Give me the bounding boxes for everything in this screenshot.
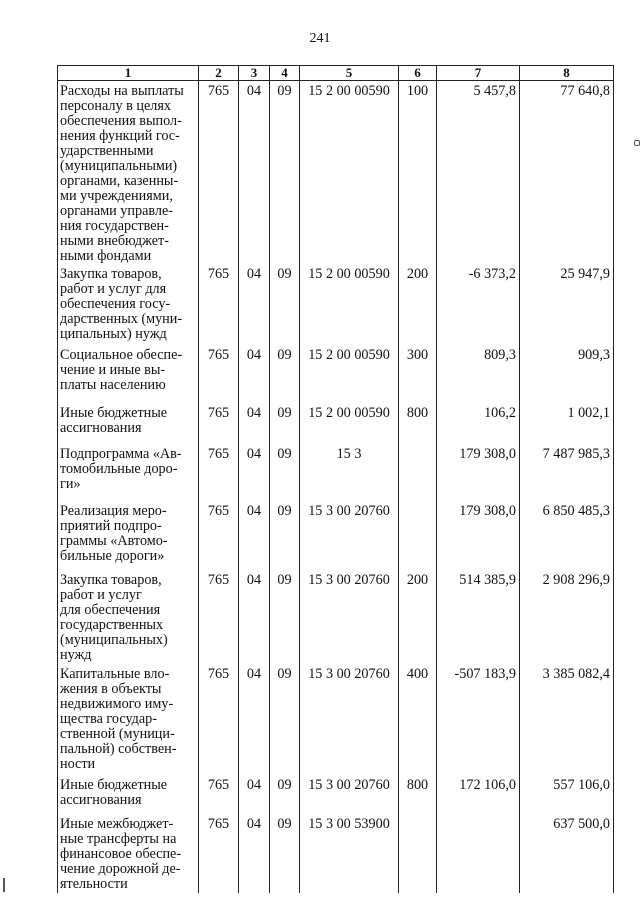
expense-name-cell <box>58 501 199 570</box>
expense-name-cell <box>58 570 199 664</box>
expense-name-cell <box>58 345 199 403</box>
expense-name-line: Закупка товаров, <box>60 266 162 282</box>
section-code-cell: 04 <box>239 81 270 265</box>
ministry-code-cell: 765 <box>199 444 239 501</box>
ministry-code-cell: 765 <box>199 814 239 893</box>
target-article-cell: 15 2 00 00590 <box>300 403 399 444</box>
expense-name-line: ми учреждениями, <box>60 188 173 204</box>
total-amount-cell: 3 385 082,4 <box>520 664 614 775</box>
total-amount-cell: 7 487 985,3 <box>520 444 614 501</box>
subsection-code-cell: 09 <box>270 444 300 501</box>
expense-name-line: обеспечения госу- <box>60 296 171 312</box>
expense-name-cell <box>58 444 199 501</box>
subsection-code-cell: 09 <box>270 775 300 814</box>
expense-name-line: Закупка товаров, <box>60 572 162 588</box>
expense-name-line: ственной (муници- <box>60 726 175 742</box>
expense-type-cell: 300 <box>399 345 437 403</box>
subsection-code-cell: 09 <box>270 403 300 444</box>
table-row <box>58 570 614 664</box>
target-article-cell: 15 3 00 20760 <box>300 775 399 814</box>
expense-name-line: томобильные доро- <box>60 461 178 477</box>
change-amount-cell: 179 308,0 <box>437 501 520 570</box>
margin-mark <box>3 878 5 892</box>
expense-name-line: жения в объекты <box>60 681 162 697</box>
subsection-code-cell: 09 <box>270 814 300 893</box>
target-article-cell: 15 2 00 00590 <box>300 81 399 265</box>
change-amount-cell: 514 385,9 <box>437 570 520 664</box>
section-code-cell: 04 <box>239 403 270 444</box>
expense-type-cell <box>399 814 437 893</box>
expense-name-line: нужд <box>60 647 92 663</box>
ministry-code-cell: 765 <box>199 664 239 775</box>
expense-name-line: Иные бюджетные <box>60 777 168 793</box>
target-article-cell: 15 2 00 00590 <box>300 264 399 345</box>
expense-name-line: недвижимого иму- <box>60 696 174 712</box>
expense-name-line: чение дорожной де- <box>60 861 181 877</box>
expense-name-line: работ и услуг <box>60 587 142 603</box>
change-amount-cell: -6 373,2 <box>437 264 520 345</box>
expense-name-cell <box>58 403 199 444</box>
column-header: 3 <box>239 66 270 81</box>
table-row <box>58 814 614 893</box>
expense-type-cell: 200 <box>399 264 437 345</box>
ministry-code-cell: 765 <box>199 345 239 403</box>
expense-name-line: государственных <box>60 617 164 633</box>
page-number: 241 <box>309 31 331 46</box>
total-amount-cell: 2 908 296,9 <box>520 570 614 664</box>
expense-name-cell <box>58 664 199 775</box>
total-amount-cell: 6 850 485,3 <box>520 501 614 570</box>
expense-name-cell <box>58 775 199 814</box>
expense-name-line: Расходы на выплаты <box>60 83 184 99</box>
column-header: 6 <box>399 66 437 81</box>
column-header: 1 <box>58 66 199 81</box>
expense-name-line: ударственными <box>60 143 154 159</box>
margin-mark <box>634 140 640 146</box>
expense-name-line: чение и иные вы- <box>60 362 166 378</box>
expense-type-cell <box>399 501 437 570</box>
ministry-code-cell: 765 <box>199 403 239 444</box>
table-row <box>58 81 614 265</box>
expense-name-line: обеспечения выпол- <box>60 113 182 129</box>
expense-name-line: ятельности <box>60 876 128 892</box>
section-code-cell: 04 <box>239 264 270 345</box>
table-row <box>58 403 614 444</box>
expense-name-line: органами, казенны- <box>60 173 179 189</box>
target-article-cell: 15 3 00 20760 <box>300 664 399 775</box>
expense-name-line: (муниципальными) <box>60 158 178 174</box>
ministry-code-cell: 765 <box>199 501 239 570</box>
change-amount-cell: 172 106,0 <box>437 775 520 814</box>
expense-name-line: дарственных (муни- <box>60 311 183 327</box>
expense-name-line: платы населению <box>60 377 166 393</box>
expense-type-cell: 400 <box>399 664 437 775</box>
change-amount-cell: 106,2 <box>437 403 520 444</box>
target-article-cell: 15 3 00 20760 <box>300 570 399 664</box>
expense-name-line: работ и услуг для <box>60 281 167 297</box>
total-amount-cell: 1 002,1 <box>520 403 614 444</box>
expense-name-line: ными фондами <box>60 248 152 264</box>
expense-name-line: ности <box>60 756 96 772</box>
change-amount-cell: -507 183,9 <box>437 664 520 775</box>
expense-name-line: щества государ- <box>60 711 157 727</box>
expense-name-line: органами управле- <box>60 203 174 219</box>
header-row <box>58 66 614 81</box>
expense-name-line: бильные дороги» <box>60 548 165 564</box>
expense-name-line: Иные межбюджет- <box>60 816 174 832</box>
expense-type-cell: 200 <box>399 570 437 664</box>
target-article-cell: 15 3 00 53900 <box>300 814 399 893</box>
expense-name-line: пальной) собствен- <box>60 741 177 757</box>
section-code-cell: 04 <box>239 345 270 403</box>
expense-name-line: для обеспечения <box>60 602 161 618</box>
total-amount-cell: 25 947,9 <box>520 264 614 345</box>
section-code-cell: 04 <box>239 501 270 570</box>
total-amount-cell: 909,3 <box>520 345 614 403</box>
table-row <box>58 501 614 570</box>
expense-type-cell: 100 <box>399 81 437 265</box>
expense-name-line: ципальных) нужд <box>60 326 167 342</box>
table-row <box>58 664 614 775</box>
expense-name-line: нения функций гос- <box>60 128 180 144</box>
expense-name-line: Иные бюджетные <box>60 405 168 421</box>
section-code-cell: 04 <box>239 444 270 501</box>
section-code-cell: 04 <box>239 775 270 814</box>
ministry-code-cell: 765 <box>199 264 239 345</box>
expense-name-line: Реализация меро- <box>60 503 167 519</box>
budget-table <box>57 65 614 893</box>
column-header: 8 <box>520 66 614 81</box>
expense-name-line: ассигнования <box>60 792 142 808</box>
section-code-cell: 04 <box>239 664 270 775</box>
expense-name-line: ги» <box>60 476 81 492</box>
expense-type-cell <box>399 444 437 501</box>
table-row <box>58 444 614 501</box>
change-amount-cell: 809,3 <box>437 345 520 403</box>
column-header: 7 <box>437 66 520 81</box>
expense-name-line: (муниципальных) <box>60 632 168 648</box>
total-amount-cell: 77 640,8 <box>520 81 614 265</box>
change-amount-cell <box>437 814 520 893</box>
subsection-code-cell: 09 <box>270 81 300 265</box>
expense-name-line: Капитальные вло- <box>60 666 170 682</box>
table-row <box>58 345 614 403</box>
ministry-code-cell: 765 <box>199 570 239 664</box>
expense-name-cell <box>58 264 199 345</box>
expense-name-line: финансовое обеспе- <box>60 846 182 862</box>
expense-name-line: ния государствен- <box>60 218 169 234</box>
subsection-code-cell: 09 <box>270 501 300 570</box>
expense-name-line: ассигнования <box>60 420 142 436</box>
table-row <box>58 264 614 345</box>
target-article-cell: 15 3 00 20760 <box>300 501 399 570</box>
target-article-cell: 15 3 <box>300 444 399 501</box>
column-header: 5 <box>300 66 399 81</box>
table-row <box>58 775 614 814</box>
expense-name-line: ными внебюджет- <box>60 233 169 249</box>
section-code-cell: 04 <box>239 814 270 893</box>
expense-type-cell: 800 <box>399 775 437 814</box>
expense-type-cell: 800 <box>399 403 437 444</box>
total-amount-cell: 557 106,0 <box>520 775 614 814</box>
change-amount-cell: 5 457,8 <box>437 81 520 265</box>
expense-name-cell <box>58 81 199 265</box>
ministry-code-cell: 765 <box>199 81 239 265</box>
ministry-code-cell: 765 <box>199 775 239 814</box>
expense-name-line: персоналу в целях <box>60 98 171 114</box>
expense-name-cell <box>58 814 199 893</box>
expense-name-line: приятий подпро- <box>60 518 162 534</box>
subsection-code-cell: 09 <box>270 570 300 664</box>
column-header: 2 <box>199 66 239 81</box>
subsection-code-cell: 09 <box>270 264 300 345</box>
target-article-cell: 15 2 00 00590 <box>300 345 399 403</box>
subsection-code-cell: 09 <box>270 664 300 775</box>
change-amount-cell: 179 308,0 <box>437 444 520 501</box>
subsection-code-cell: 09 <box>270 345 300 403</box>
expense-name-line: ные трансферты на <box>60 831 177 847</box>
column-header: 4 <box>270 66 300 81</box>
expense-name-line: Подпрограмма «Ав- <box>60 446 182 462</box>
table-body <box>58 81 614 894</box>
section-code-cell: 04 <box>239 570 270 664</box>
expense-name-line: граммы «Автомо- <box>60 533 168 549</box>
expense-name-line: Социальное обеспе- <box>60 347 183 363</box>
total-amount-cell: 637 500,0 <box>520 814 614 893</box>
